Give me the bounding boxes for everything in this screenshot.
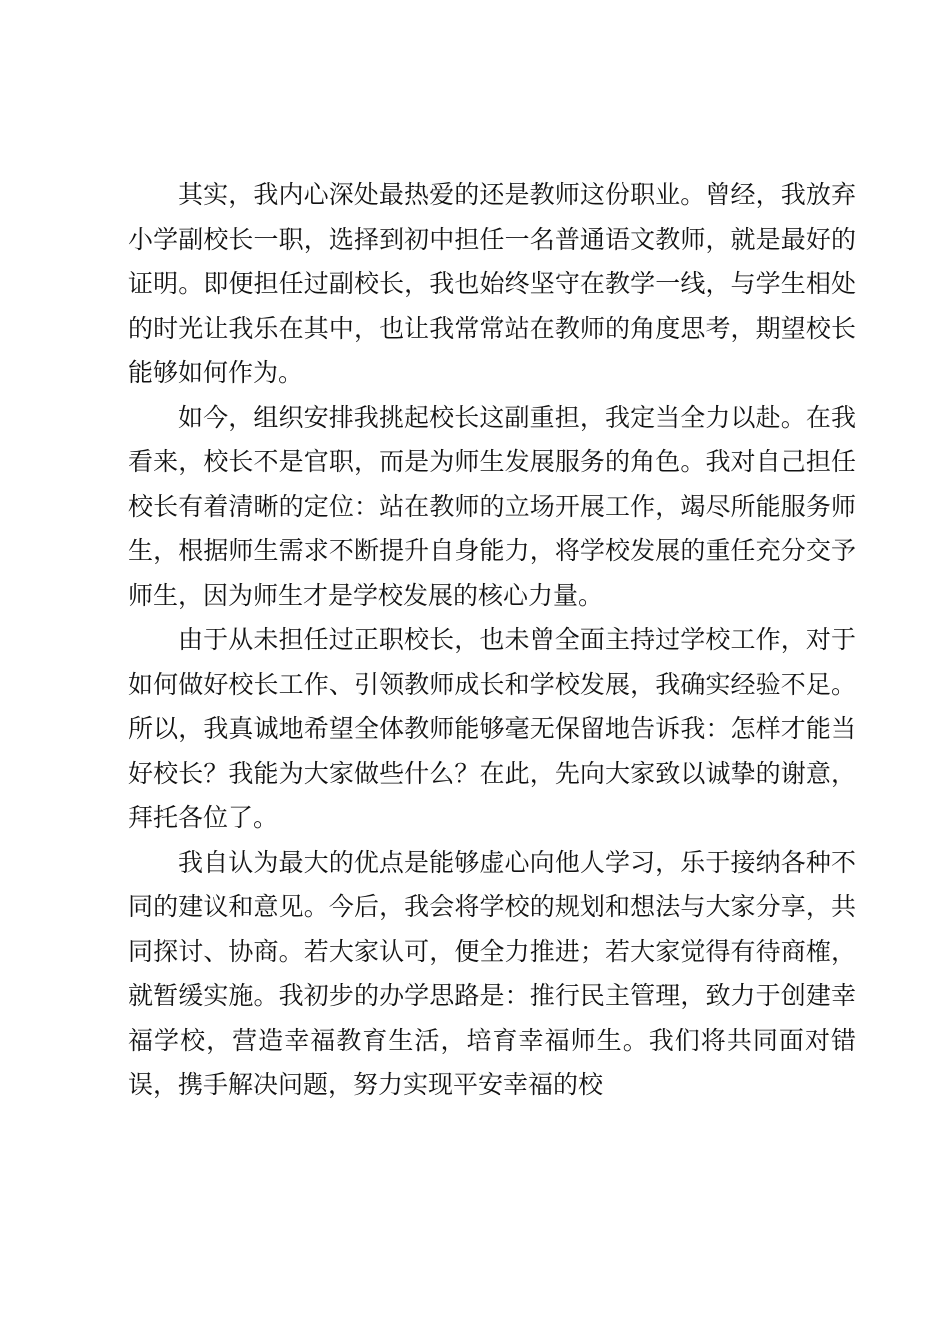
paragraph-2: 如今，组织安排我挑起校长这副重担，我定当全力以赴。在我看来，校长不是官职，而是为师生发展服务的角色。我对自己担任校长有着清晰的定位：站在教师的立场开展工作，竭尽所能服务师生，根据师生需求不断提升自身能力，将学校发展的重任充分交予师生，因为师生才是学校发展的核心力量。 bbox=[128, 402, 856, 610]
paragraph-3: 由于从未担任过正职校长，也未曾全面主持过学校工作，对于如何做好校长工作、引领教师成长和学校发展，我确实经验不足。所以，我真诚地希望全体教师能够毫无保留地告诉我：怎样才能当好校长？我能为大家做些什么？在此，先向大家致以诚挚的谢意，拜托各位了。 bbox=[128, 625, 856, 832]
paragraph-4: 我自认为最大的优点是能够虚心向他人学习，乐于接纳各种不同的建议和意见。今后，我会将学校的规划和想法与大家分享，共同探讨、协商。若大家认可，便全力推进；若大家觉得有待商榷，就暂缓实施。我初步的办学思路是：推行民主管理，致力于创建幸福学校，营造幸福教育生活，培育幸福师生。我们将共同面对错误，携手解决问题，努力实现平安幸福的校 bbox=[128, 847, 856, 1099]
document-body bbox=[128, 173, 856, 1108]
paragraph-1: 其实，我内心深处最热爱的还是教师这份职业。曾经，我放弃小学副校长一职，选择到初中担任一名普通语文教师，就是最好的证明。即便担任过副校长，我也始终坚守在教学一线，与学生相处的时光让我乐在其中，也让我常常站在教师的角度思考，期望校长能够如何作为。 bbox=[128, 180, 856, 387]
